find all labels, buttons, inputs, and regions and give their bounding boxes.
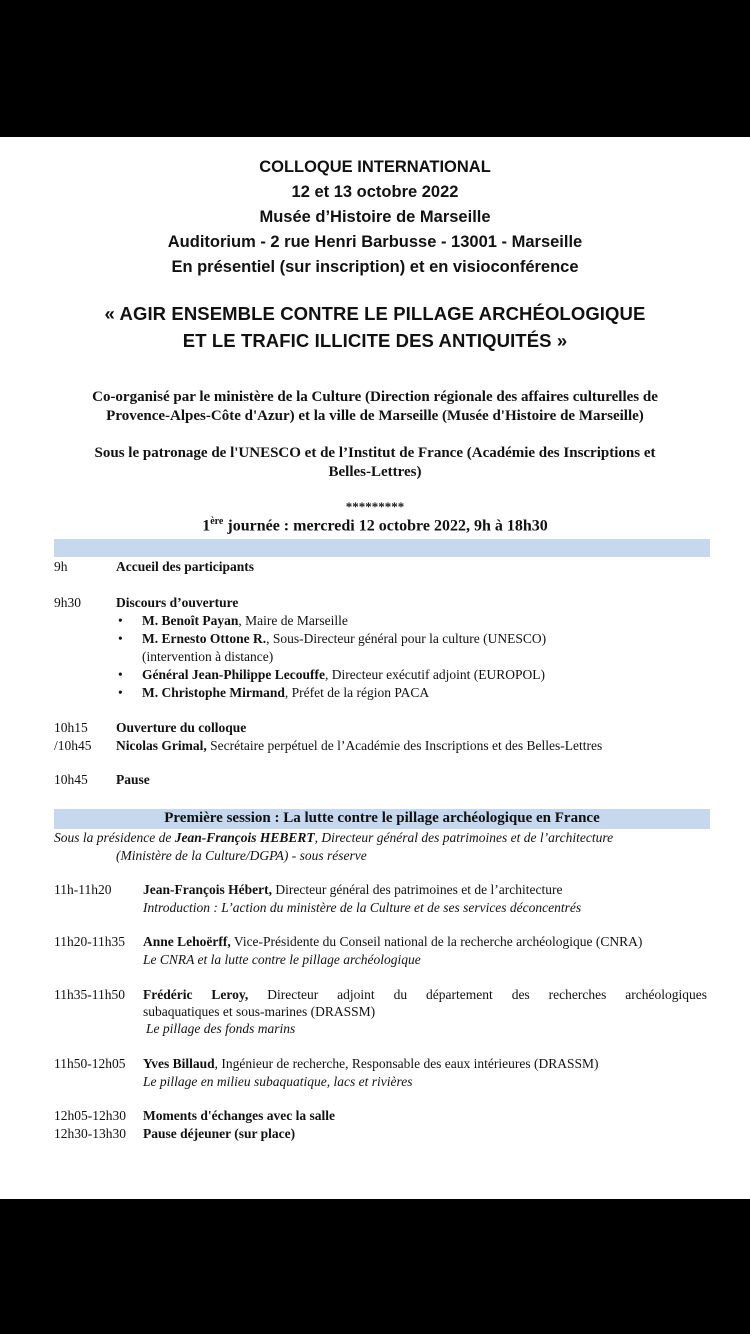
talk2-subject: Le CNRA et la lutte contre le pillage archéologique xyxy=(143,952,421,967)
list-item: • M. Ernesto Ottone R., Sous-Directeur général pour la culture (UNESCO) (intervention à distance) xyxy=(116,630,546,666)
label-accueil: Accueil des participants xyxy=(116,559,254,574)
time-pause: 10h45 xyxy=(54,772,88,787)
ouverture-speaker: Nicolas Grimal, Secrétaire perpétuel de l’Académie des Inscriptions et des Belles-Lettres xyxy=(116,738,603,753)
day1-heading: 1ère journée : mercredi 12 octobre 2022, 9h à 18h30 xyxy=(202,516,548,535)
list-item: • M. Benoît Payan, Maire de Marseille xyxy=(116,612,546,630)
document-page xyxy=(0,137,750,1199)
patronage-line1: Sous le patronage de l'UNESCO et de l’Institut de France (Académie des Inscriptions et xyxy=(94,445,656,461)
colloquium-title-line2: ET LE TRAFIC ILLICITE DES ANTIQUITÉS » xyxy=(182,330,568,351)
time-discours: 9h30 xyxy=(54,595,81,610)
event-type: COLLOQUE INTERNATIONAL xyxy=(259,158,491,176)
talk4-subject: Le pillage en milieu subaquatique, lacs et rivières xyxy=(143,1074,413,1089)
talk3-time: 11h35-11h50 xyxy=(54,987,125,1002)
coorganizers-line2: Provence-Alpes-Côte d'Azur) et la ville de Marseille (Musée d'Histoire de Marseille) xyxy=(106,408,644,424)
talk1-time: 11h-11h20 xyxy=(54,882,112,897)
event-format: En présentiel (sur inscription) et en visioconférence xyxy=(171,258,579,276)
list-item: • M. Christophe Mirmand, Préfet de la région PACA xyxy=(116,684,546,702)
lunch-time: 12h30-13h30 xyxy=(54,1126,126,1141)
label-ouverture: Ouverture du colloque xyxy=(116,720,247,735)
talk3-speaker: Frédéric Leroy, Directeur adjoint du département des recherches archéologiques xyxy=(143,987,707,1002)
patronage-line2: Belles-Lettres) xyxy=(328,464,422,480)
talk2-time: 11h20-11h35 xyxy=(54,934,125,949)
exchanges-label: Moments d'échanges avec la salle xyxy=(143,1108,335,1123)
time-ouverture: 10h15 xyxy=(54,720,88,735)
talk3-subject: Le pillage des fonds marins xyxy=(146,1021,296,1036)
event-address: Auditorium - 2 rue Henri Barbusse - 13001 - Marseille xyxy=(167,233,583,251)
session1-title: Première session : La lutte contre le pillage archéologique en France xyxy=(164,810,600,826)
coorganizers-line1: Co-organisé par le ministère de la Culture (Direction régionale des affaires culturelles de xyxy=(92,389,658,405)
session1-chair: Sous la présidence de Jean-François HEBERT, Directeur général des patrimoines et de l’architecture xyxy=(54,830,614,845)
exchanges-time: 12h05-12h30 xyxy=(54,1108,126,1123)
talk4-speaker: Yves Billaud, Ingénieur de recherche, Responsable des eaux intérieures (DRASSM) xyxy=(143,1056,599,1071)
time-accueil: 9h xyxy=(54,559,68,574)
event-venue: Musée d’Histoire de Marseille xyxy=(259,208,491,226)
time-ouverture-end: /10h45 xyxy=(54,738,92,753)
talk1-speaker: Jean-François Hébert, Directeur général des patrimoines et de l’architecture xyxy=(143,882,563,897)
talk1-subject: Introduction : L’action du ministère de la Culture et de ses services déconcentrés xyxy=(143,900,582,915)
lunch-label: Pause déjeuner (sur place) xyxy=(143,1126,296,1141)
label-discours: Discours d’ouverture xyxy=(116,595,239,610)
separator: ********* xyxy=(345,499,405,514)
list-item: • Général Jean-Philippe Lecouffe, Directeur exécutif adjoint (EUROPOL) xyxy=(116,666,546,684)
colloquium-title-line1: « AGIR ENSEMBLE CONTRE LE PILLAGE ARCHÉOLOGIQUE xyxy=(104,303,646,324)
talk2-speaker: Anne Lehoërff, Vice-Présidente du Conseil national de la recherche archéologique (CNRA) xyxy=(143,934,643,949)
session1-chair-line2: (Ministère de la Culture/DGPA) - sous réserve xyxy=(116,848,367,863)
day1-band xyxy=(54,539,710,557)
label-pause: Pause xyxy=(116,772,150,787)
event-dates: 12 et 13 octobre 2022 xyxy=(291,183,459,201)
opening-speakers-list xyxy=(116,612,546,702)
talk4-time: 11h50-12h05 xyxy=(54,1056,126,1071)
talk3-speaker-line2: subaquatiques et sous-marines (DRASSM) xyxy=(143,1004,376,1019)
